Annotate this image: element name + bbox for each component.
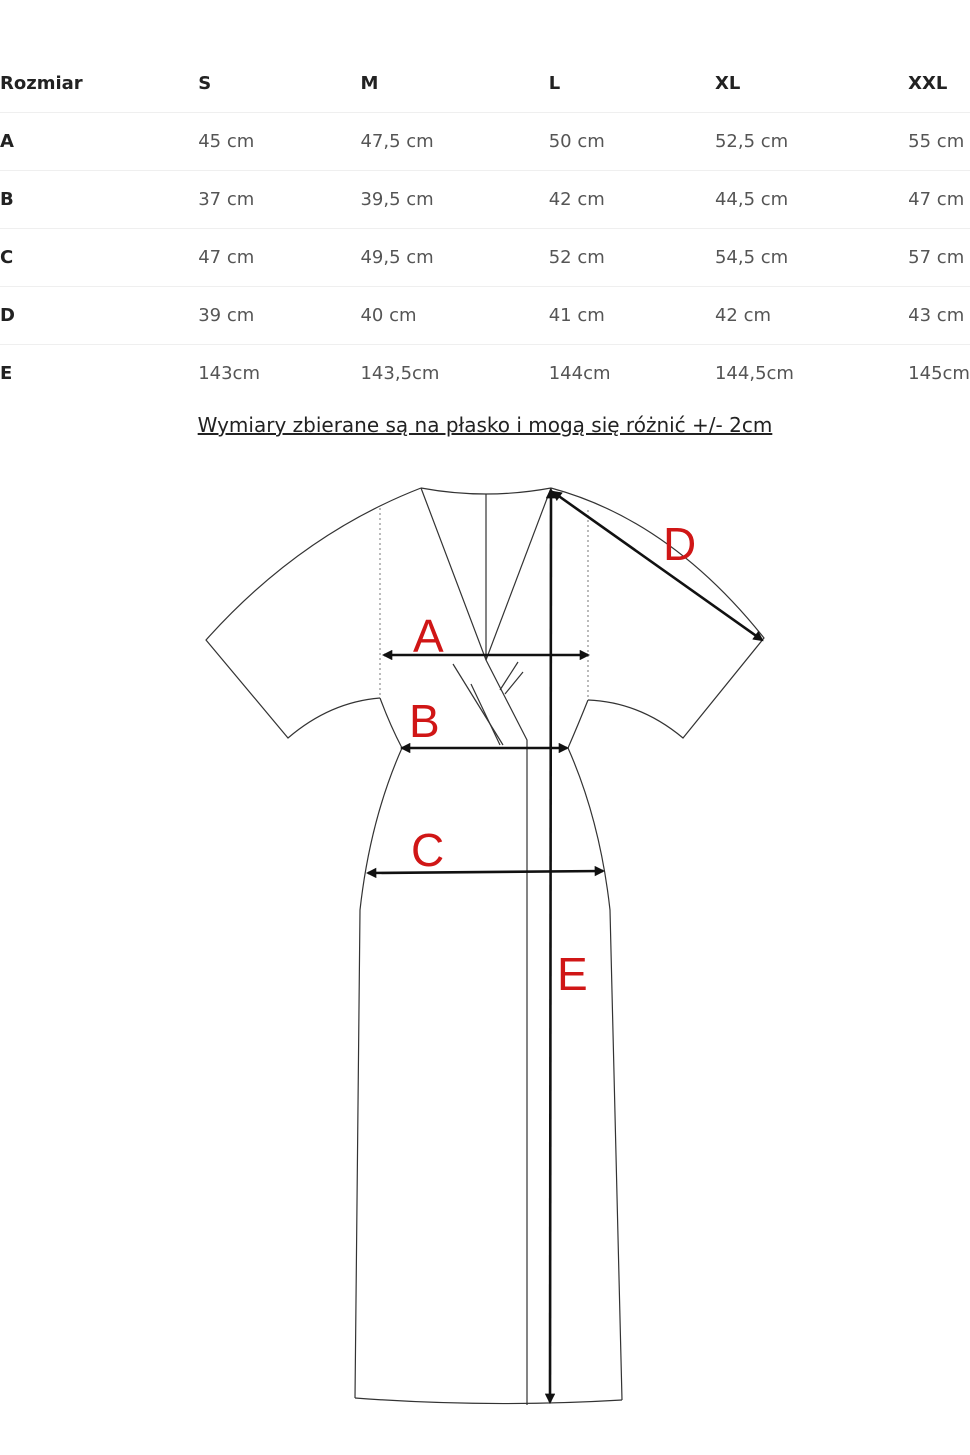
table-cell: 49,5 cm bbox=[360, 229, 548, 287]
table-cell: 52 cm bbox=[549, 229, 715, 287]
table-cell: 45 cm bbox=[198, 113, 360, 171]
table-cell: 52,5 cm bbox=[715, 113, 908, 171]
header-xxl: XXL bbox=[908, 55, 970, 113]
table-cell: 143,5cm bbox=[360, 363, 440, 384]
header-xl: XL bbox=[715, 55, 908, 113]
header-m: M bbox=[360, 55, 548, 113]
header-size: Rozmiar bbox=[0, 55, 198, 113]
table-cell: 39,5 cm bbox=[360, 171, 548, 229]
table-cell: 40 cm bbox=[360, 287, 548, 345]
table-cell: 145cm bbox=[908, 363, 970, 384]
table-cell: 144,5cm bbox=[714, 363, 794, 384]
table-cell: 57 cm bbox=[908, 229, 970, 287]
label-d: D bbox=[663, 518, 697, 570]
label-c: C bbox=[411, 824, 445, 876]
row-label: B bbox=[0, 171, 198, 229]
dress-diagram bbox=[0, 470, 970, 1430]
row-label: D bbox=[0, 287, 198, 345]
table-cell: 37 cm bbox=[198, 171, 360, 229]
table-row bbox=[0, 345, 970, 403]
label-a: A bbox=[413, 610, 444, 662]
table-cell: 43 cm bbox=[908, 287, 970, 345]
table-cell: 143cm bbox=[198, 363, 260, 384]
table-cell: 47 cm bbox=[198, 229, 360, 287]
table-cell: 54,5 cm bbox=[715, 229, 908, 287]
header-l: L bbox=[549, 55, 715, 113]
table-cell: 39 cm bbox=[198, 287, 360, 345]
row-label: A bbox=[0, 113, 198, 171]
table-cell: 47,5 cm bbox=[360, 113, 548, 171]
table-cell: 41 cm bbox=[549, 287, 715, 345]
label-b: B bbox=[409, 695, 440, 747]
table-cell: 50 cm bbox=[549, 113, 715, 171]
table-row bbox=[0, 113, 970, 171]
arrow-e bbox=[550, 490, 551, 1402]
row-label: C bbox=[0, 229, 198, 287]
label-e: E bbox=[557, 948, 588, 1000]
measurement-note-text: Wymiary zbierane są na płasko i mogą się różnić +/- 2cm bbox=[197, 413, 773, 437]
measurement-note bbox=[0, 413, 970, 437]
table-row bbox=[0, 229, 970, 287]
table-cell: 55 cm bbox=[908, 113, 970, 171]
table-cell: 44,5 cm bbox=[715, 171, 908, 229]
size-table bbox=[0, 55, 970, 402]
table-cell: 42 cm bbox=[549, 171, 715, 229]
dress-outline bbox=[206, 488, 764, 1405]
table-row bbox=[0, 171, 970, 229]
arrow-d bbox=[553, 492, 762, 640]
table-cell: 144cm bbox=[548, 363, 611, 384]
table-row bbox=[0, 287, 970, 345]
table-cell: 42 cm bbox=[715, 287, 908, 345]
arrow-c bbox=[368, 871, 603, 873]
table-cell: 47 cm bbox=[908, 171, 970, 229]
row-label: E bbox=[0, 363, 13, 384]
header-s: S bbox=[198, 55, 360, 113]
seam-lines bbox=[380, 508, 588, 700]
table-header-row bbox=[0, 55, 970, 113]
